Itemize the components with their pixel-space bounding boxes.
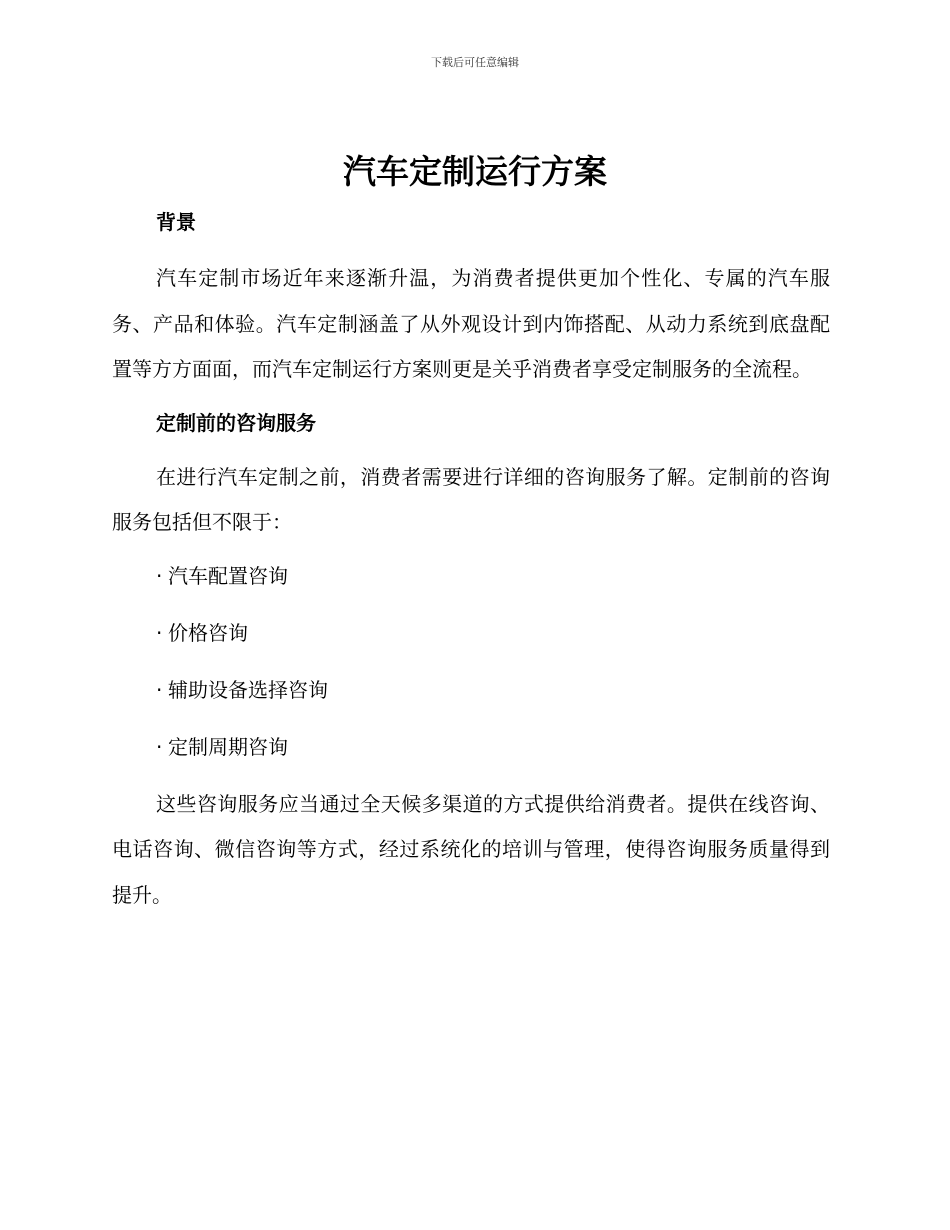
consulting-intro-paragraph: 在进行汽车定制之前，消费者需要进行详细的咨询服务了解。定制前的咨询服务包括但不限于： bbox=[112, 464, 830, 534]
list-item-text: 定制周期咨询 bbox=[168, 734, 288, 759]
bullet-marker: · bbox=[156, 563, 163, 588]
document-title: 汽车定制运行方案 bbox=[343, 152, 607, 191]
list-item bbox=[112, 672, 830, 708]
document-body bbox=[112, 204, 830, 918]
bullet-marker: · bbox=[156, 677, 163, 702]
section-heading-consulting: 定制前的咨询服务 bbox=[156, 410, 316, 435]
list-item-text: 辅助设备选择咨询 bbox=[168, 677, 328, 702]
section-heading-background: 背景 bbox=[156, 210, 196, 234]
consulting-bullet-list bbox=[112, 558, 830, 765]
list-item bbox=[112, 729, 830, 765]
bullet-marker: · bbox=[156, 620, 163, 645]
page-header-note: 下载后可任意编辑 bbox=[431, 56, 519, 69]
consulting-closing-paragraph: 这些咨询服务应当通过全天候多渠道的方式提供给消费者。提供在线咨询、电话咨询、微信咨询等方式，经过系统化的培训与管理，使得咨询服务质量得到提升。 bbox=[112, 791, 830, 907]
bullet-marker: · bbox=[156, 734, 163, 759]
list-item bbox=[112, 558, 830, 594]
list-item bbox=[112, 615, 830, 651]
list-item-text: 价格咨询 bbox=[168, 620, 248, 645]
background-paragraph: 汽车定制市场近年来逐渐升温，为消费者提供更加个性化、专属的汽车服务、产品和体验。汽车定制涵盖了从外观设计到内饰搭配、从动力系统到底盘配置等方方面面，而汽车定制运行方案则更是关乎消费者享受定制服务的全流程。 bbox=[112, 266, 830, 381]
list-item-text: 汽车配置咨询 bbox=[168, 563, 288, 588]
